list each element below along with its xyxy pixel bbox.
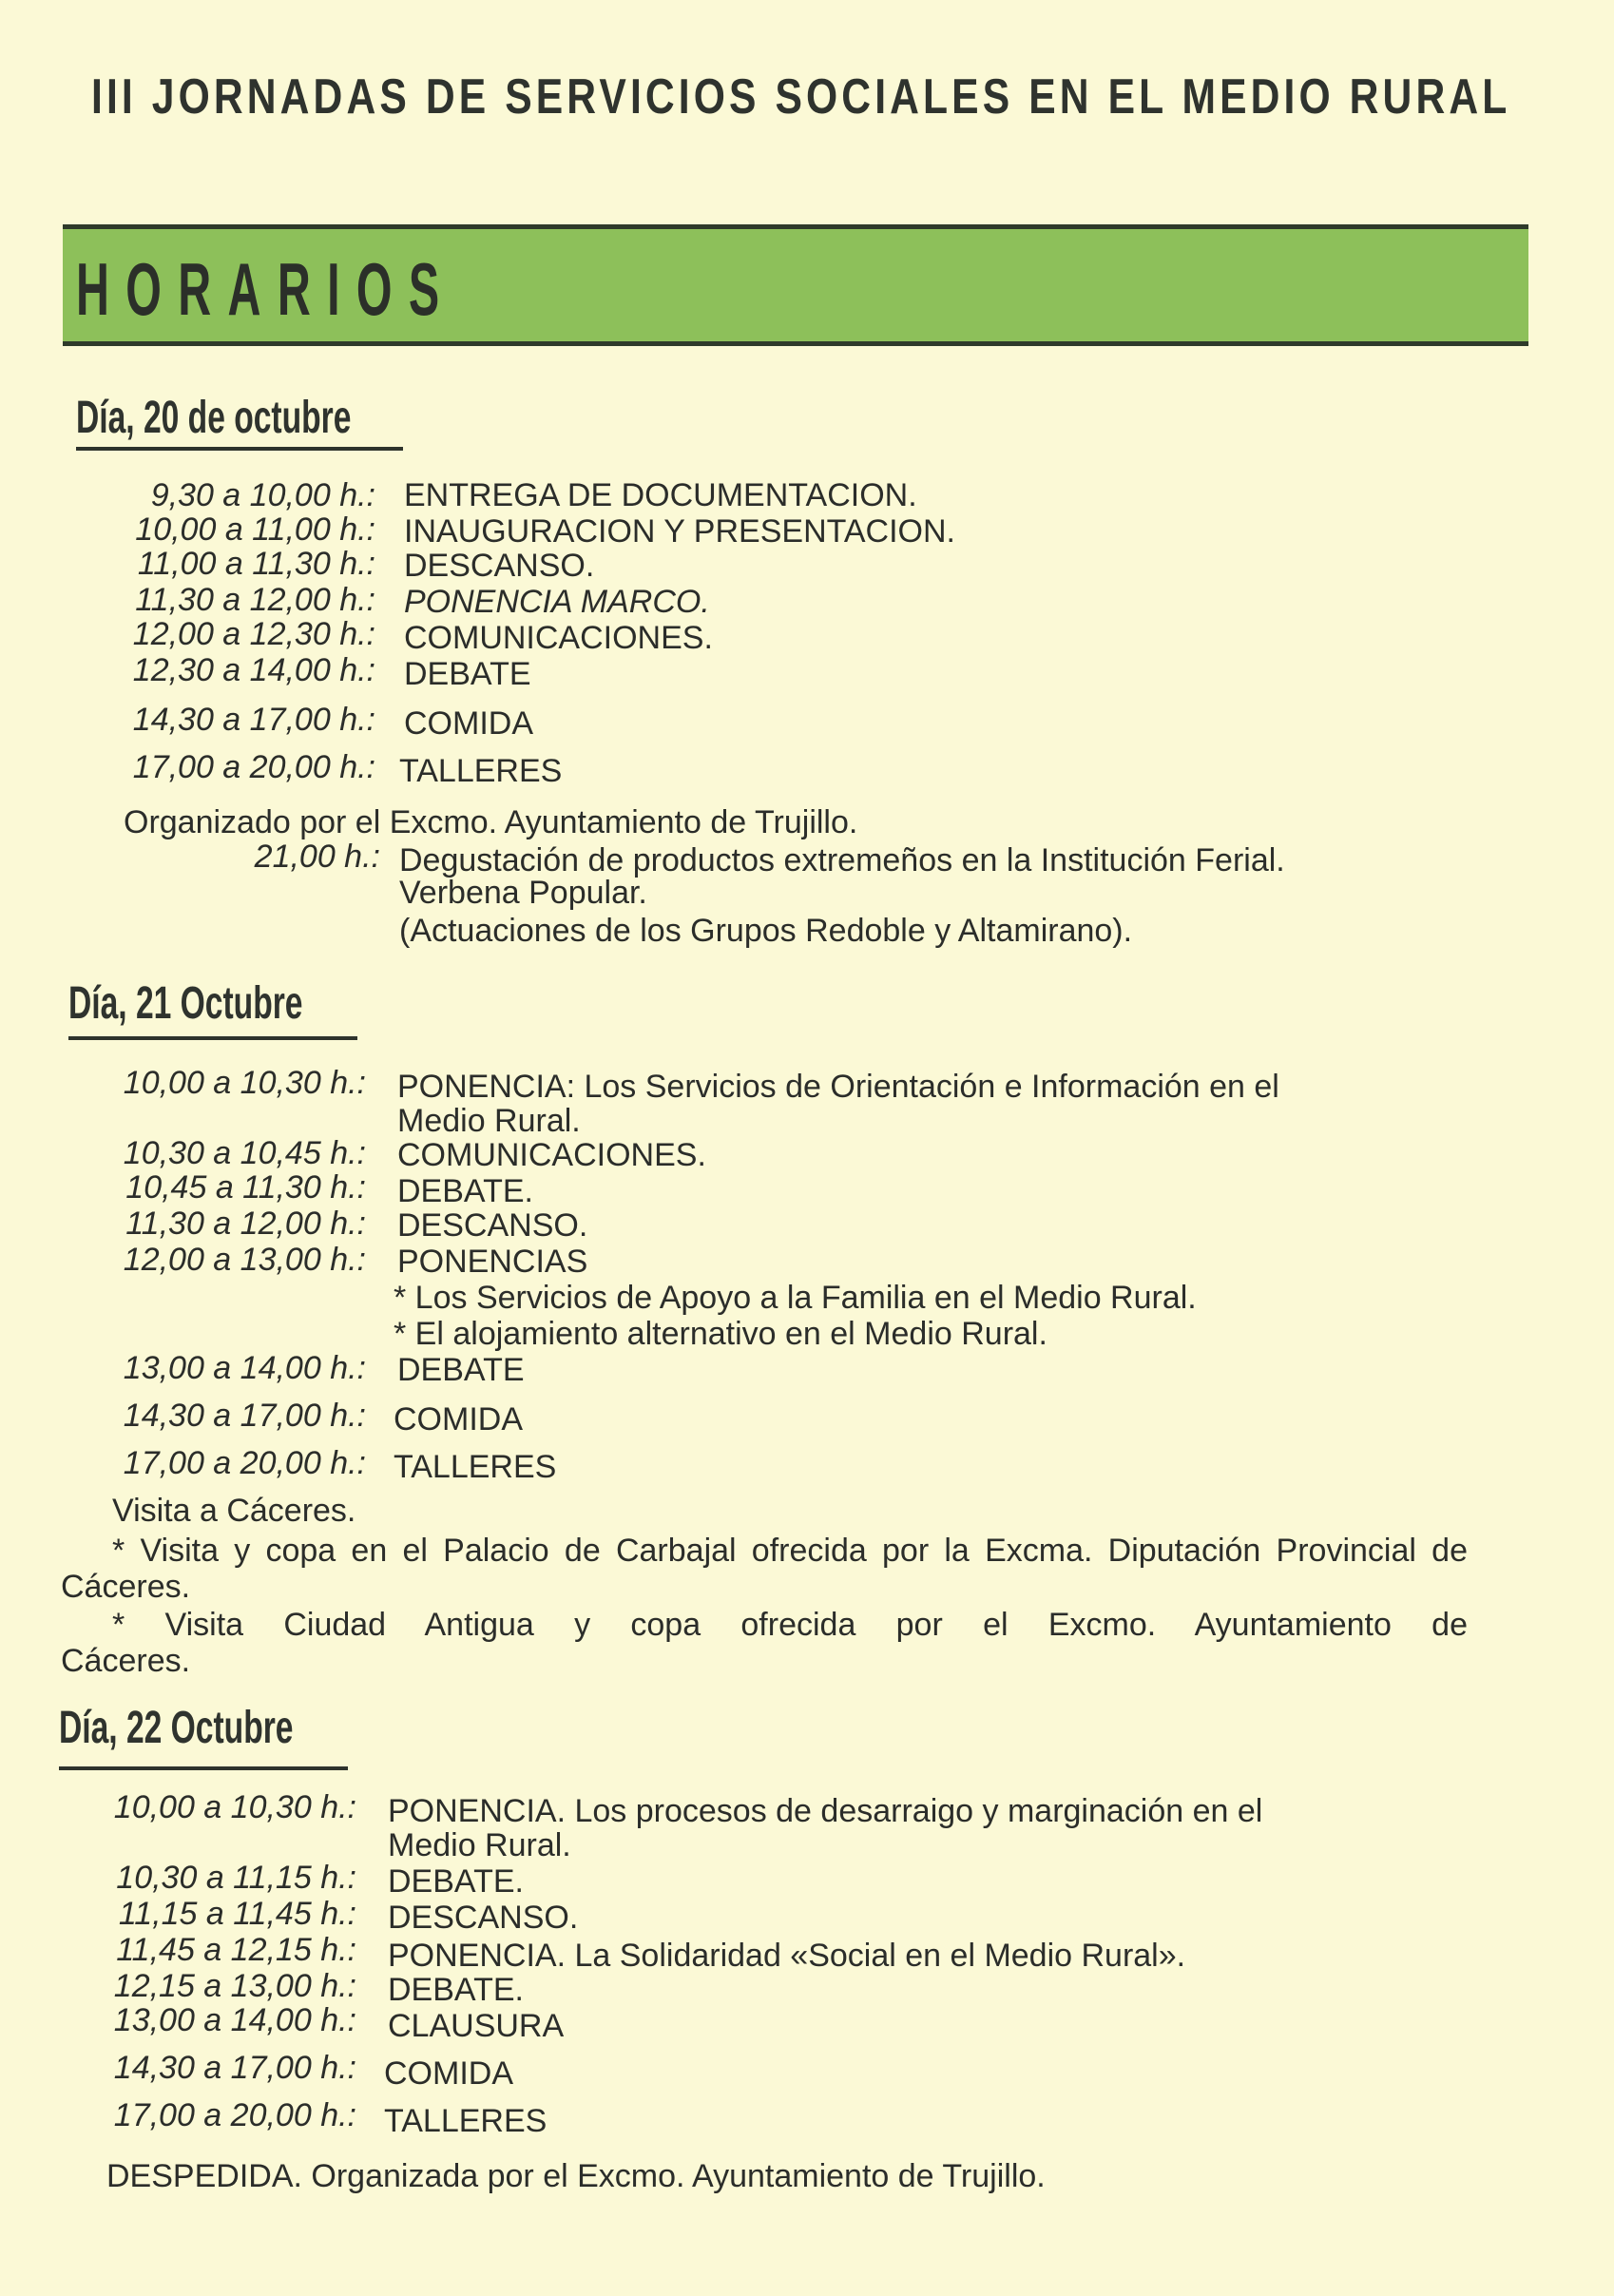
sub-activity: * Los Servicios de Apoyo a la Familia en el Medio Rural.	[394, 1280, 1197, 1316]
time-slot: 21,00 h.:	[254, 839, 380, 875]
activity: TALLERES	[384, 2103, 548, 2139]
activity: CLAUSURA	[388, 2008, 565, 2044]
time-slot: 14,30 a 17,00 h.:	[123, 1398, 366, 1434]
time-slot: 10,45 a 11,30 h.:	[125, 1169, 366, 1206]
day-heading: Día, 20 de octubre	[76, 393, 352, 443]
activity: Degustación de productos extremeños en la Institución Ferial.	[399, 842, 1285, 878]
time-slot: 11,30 a 12,00 h.:	[135, 582, 375, 618]
activity: PONENCIA: Los Servicios de Orientación e Información en el	[397, 1069, 1279, 1105]
time-slot: 10,00 a 10,30 h.:	[123, 1065, 366, 1101]
visit-note: * Visita Ciudad Antigua y copa ofrecida por el Excmo. Ayuntamiento de Cáceres.	[61, 1607, 1468, 1679]
time-slot: 17,00 a 20,00 h.:	[132, 749, 375, 785]
activity: DEBATE	[404, 656, 531, 692]
activity: COMUNICACIONES.	[397, 1137, 706, 1173]
activity: INAUGURACION Y PRESENTACION.	[404, 513, 955, 550]
time-slot: 14,30 a 17,00 h.:	[113, 2050, 356, 2086]
time-slot: 11,45 a 12,15 h.:	[116, 1932, 356, 1968]
time-slot: 12,15 a 13,00 h.:	[113, 1968, 356, 2004]
time-slot: 13,00 a 14,00 h.:	[113, 2002, 356, 2038]
activity: COMIDA	[394, 1401, 523, 1437]
time-slot: 17,00 a 20,00 h.:	[123, 1445, 366, 1481]
day-heading: Día, 22 Octubre	[59, 1703, 294, 1753]
activity-continued: Medio Rural.	[397, 1103, 581, 1139]
activity: PONENCIA. La Solidaridad «Social en el Medio Rural».	[388, 1938, 1186, 1974]
activity: ENTREGA DE DOCUMENTACION.	[404, 477, 917, 513]
time-slot: 11,30 a 12,00 h.:	[125, 1206, 366, 1242]
time-slot: 12,00 a 13,00 h.:	[123, 1242, 366, 1278]
time-slot: 13,00 a 14,00 h.:	[123, 1350, 366, 1386]
activity-continued: Medio Rural.	[388, 1827, 571, 1863]
time-slot: 10,00 a 10,30 h.:	[113, 1789, 356, 1825]
time-slot: 10,00 a 11,00 h.:	[135, 511, 375, 548]
time-slot: 11,15 a 11,45 h.:	[118, 1896, 356, 1932]
day-underline	[59, 1766, 348, 1770]
activity: DESCANSO.	[397, 1207, 588, 1244]
activity: PONENCIA MARCO.	[404, 584, 710, 620]
time-slot: 10,30 a 10,45 h.:	[123, 1135, 366, 1171]
activity: TALLERES	[399, 753, 563, 789]
day-heading: Día, 21 Octubre	[68, 978, 303, 1029]
sub-activity: * El alojamiento alternativo en el Medio Rural.	[394, 1316, 1047, 1352]
activity: DEBATE.	[388, 1863, 524, 1900]
activity: PONENCIA. Los procesos de desarraigo y marginación en el	[388, 1793, 1263, 1829]
activity: DESCANSO.	[388, 1900, 579, 1936]
activity: COMIDA	[404, 705, 533, 742]
organizer-note: Organizado por el Excmo. Ayuntamiento de Trujillo.	[124, 804, 858, 840]
time-slot: 17,00 a 20,00 h.:	[113, 2097, 356, 2133]
time-slot: 12,00 a 12,30 h.:	[132, 616, 375, 652]
activity: Verbena Popular.	[399, 875, 647, 911]
farewell-note: DESPEDIDA. Organizada por el Excmo. Ayuntamiento de Trujillo.	[106, 2158, 1046, 2194]
activity: TALLERES	[394, 1449, 557, 1485]
time-slot: 9,30 a 10,00 h.:	[150, 477, 375, 513]
time-slot: 10,30 a 11,15 h.:	[116, 1860, 356, 1896]
time-slot: 14,30 a 17,00 h.:	[132, 702, 375, 738]
activity: COMUNICACIONES.	[404, 620, 713, 656]
time-slot: 12,30 a 14,00 h.:	[132, 652, 375, 688]
time-slot: 11,00 a 11,30 h.:	[137, 546, 375, 582]
day-underline	[76, 447, 403, 451]
section-title: HORARIOS	[76, 247, 456, 331]
activity: DEBATE	[397, 1352, 525, 1388]
section-band	[63, 224, 1528, 346]
activity: PONENCIAS	[397, 1244, 588, 1280]
activity: DEBATE.	[388, 1972, 524, 2008]
activity: DESCANSO.	[404, 548, 595, 584]
activity: DEBATE.	[397, 1173, 533, 1209]
activity: COMIDA	[384, 2055, 513, 2092]
visit-note: * Visita y copa en el Palacio de Carbajal ofrecida por la Excma. Diputación Provincial de Cáceres.	[61, 1533, 1468, 1605]
visit-title: Visita a Cáceres.	[112, 1493, 356, 1529]
activity: (Actuaciones de los Grupos Redoble y Altamirano).	[399, 913, 1133, 949]
document-title: III JORNADAS DE SERVICIOS SOCIALES EN EL MEDIO RURAL	[91, 69, 1511, 125]
day-underline	[68, 1036, 357, 1040]
